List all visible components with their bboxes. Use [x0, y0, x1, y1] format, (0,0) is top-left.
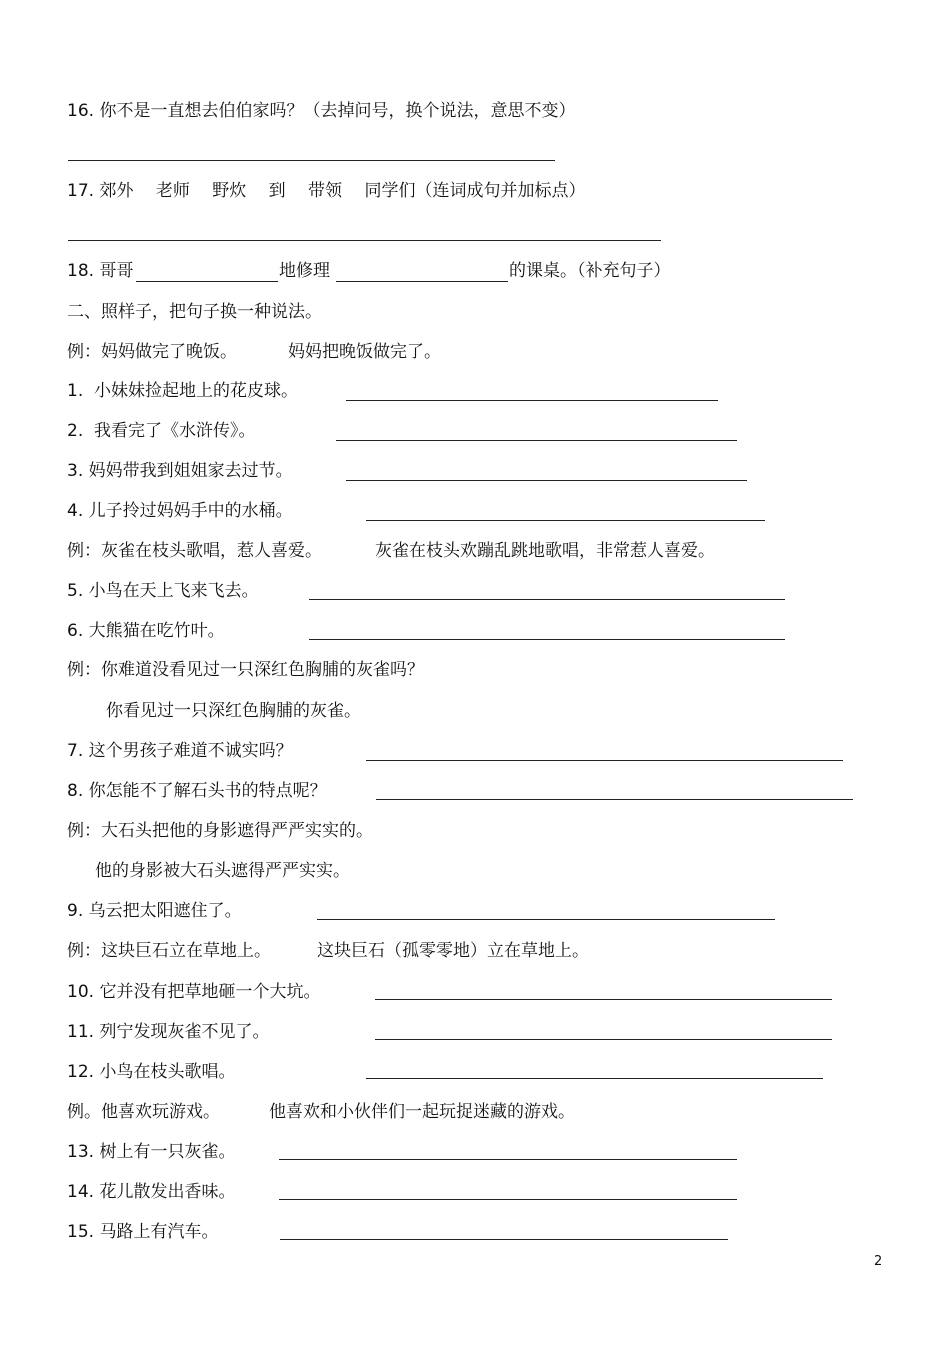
item-9: 9. 乌云把太阳遮住了。: [67, 901, 242, 921]
item-10: 10. 它并没有把草地砸一个大坑。: [67, 982, 321, 1002]
answer-line-4[interactable]: [366, 520, 765, 521]
answer-line-1[interactable]: [346, 400, 718, 401]
answer-line-2[interactable]: [336, 440, 737, 441]
item-2: 2. 我看完了《水浒传》。: [67, 421, 256, 441]
example-5-rewritten: 这块巨石（孤零零地）立在草地上。: [317, 941, 589, 961]
item-4: 4. 儿子拎过妈妈手中的水桶。: [67, 501, 293, 521]
item-8: 8. 你怎能不了解石头书的特点呢？: [67, 781, 327, 801]
example-5-original: 例：这块巨石立在草地上。: [67, 941, 271, 961]
answer-line-17[interactable]: [68, 240, 661, 241]
item-6: 6. 大熊猫在吃竹叶。: [67, 621, 225, 641]
item-15: 15. 马路上有汽车。: [67, 1222, 219, 1242]
item-11: 11. 列宁发现灰雀不见了。: [67, 1022, 270, 1042]
answer-line-14[interactable]: [279, 1199, 737, 1200]
question-17: 17. 郊外 老师 野炊 到 带领 同学们（连词成句并加标点）: [67, 181, 586, 201]
answer-blank-18a[interactable]: [136, 281, 278, 282]
answer-line-10[interactable]: [375, 999, 832, 1000]
item-14: 14. 花儿散发出香味。: [67, 1182, 236, 1202]
example-1-rewritten: 妈妈把晚饭做完了。: [288, 342, 441, 362]
example-3-original: 例：你难道没看见过一只深红色胸脯的灰雀吗？: [67, 660, 424, 680]
answer-line-13[interactable]: [279, 1159, 737, 1160]
answer-line-9[interactable]: [317, 919, 775, 920]
answer-line-5[interactable]: [309, 599, 785, 600]
example-2-original: 例：灰雀在枝头歌唱，惹人喜爱。: [67, 541, 322, 561]
question-18-middle: 地修理: [279, 261, 330, 281]
item-3: 3. 妈妈带我到姐姐家去过节。: [67, 461, 293, 481]
item-1: 1. 小妹妹捡起地上的花皮球。: [67, 381, 299, 401]
answer-line-11[interactable]: [375, 1039, 832, 1040]
item-13: 13. 树上有一只灰雀。: [67, 1142, 236, 1162]
example-6-original: 例。他喜欢玩游戏。: [67, 1102, 220, 1122]
answer-blank-18b[interactable]: [336, 281, 508, 282]
example-4-rewritten: 他的身影被大石头遮得严严实实。: [95, 861, 350, 881]
answer-line-3[interactable]: [346, 480, 747, 481]
item-7: 7. 这个男孩子难道不诚实吗？: [67, 741, 293, 761]
item-12: 12. 小鸟在枝头歌唱。: [67, 1062, 236, 1082]
answer-line-6[interactable]: [309, 639, 785, 640]
answer-line-7[interactable]: [366, 760, 843, 761]
section-heading: 二、照样子，把句子换一种说法。: [67, 302, 322, 322]
example-2-rewritten: 灰雀在枝头欢蹦乱跳地歌唱，非常惹人喜爱。: [375, 541, 715, 561]
page-number: 2: [874, 1254, 883, 1269]
answer-line-12[interactable]: [366, 1078, 823, 1079]
example-1-original: 例：妈妈做完了晚饭。: [67, 342, 237, 362]
example-4-original: 例：大石头把他的身影遮得严严实实的。: [67, 821, 373, 841]
question-18-suffix: 的课桌。（补充句子）: [509, 261, 671, 281]
example-6-rewritten: 他喜欢和小伙伴们一起玩捉迷藏的游戏。: [269, 1102, 575, 1122]
question-18-prefix: 18. 哥哥: [67, 261, 134, 281]
answer-line-16[interactable]: [68, 160, 555, 161]
item-5: 5. 小鸟在天上飞来飞去。: [67, 581, 259, 601]
answer-line-8[interactable]: [376, 799, 853, 800]
example-3-rewritten: 你看见过一只深红色胸脯的灰雀。: [106, 701, 361, 721]
answer-line-15[interactable]: [280, 1239, 728, 1240]
question-16: 16. 你不是一直想去伯伯家吗？（去掉问号，换个说法，意思不变）: [67, 101, 576, 121]
